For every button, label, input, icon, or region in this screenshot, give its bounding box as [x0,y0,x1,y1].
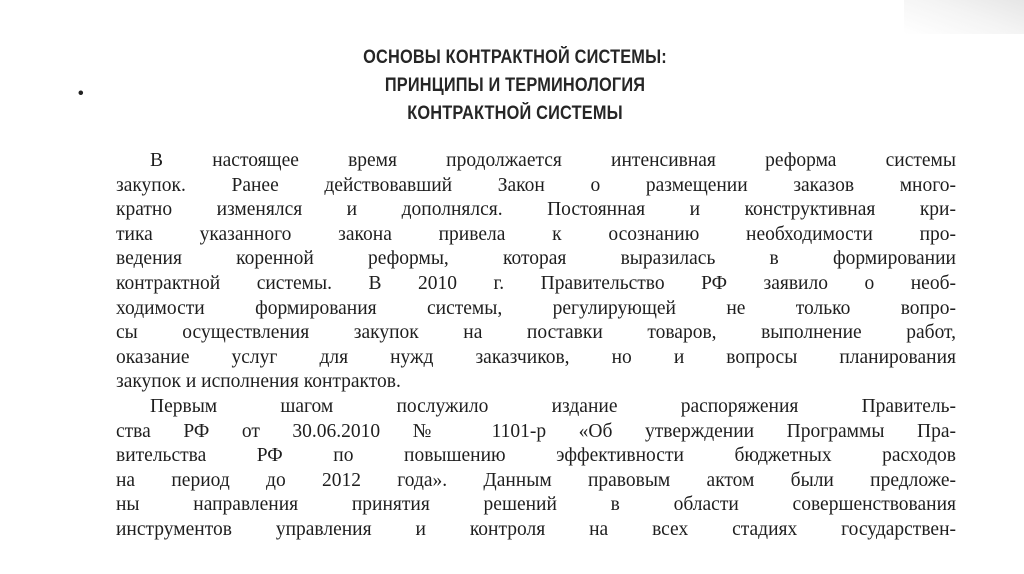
title-line-3: КОНТРАКТНОЙ СИСТЕМЫ [407,103,623,124]
text-line: ходимости формирования системы, регулирующей не только вопро- [116,297,956,319]
title-line-1: ОСНОВЫ КОНТРАКТНОЙ СИСТЕМЫ: [363,47,667,68]
corner-shadow-decoration [904,0,1024,34]
text-line: ны направления принятия решений в области совершенствования [116,494,956,516]
text-line: ства РФ от 30.06.2010 № 1101-р «Об утверждении Программы Пра- [116,420,956,442]
text-line: на период до 2012 года». Данным правовым актом были предложе- [116,469,956,491]
text-line: В настоящее время продолжается интенсивная реформа системы [150,150,956,171]
text-line: закупок. Ранее действовавший Закон о размещении заказов много- [116,174,956,196]
title-line-2: ПРИНЦИПЫ И ТЕРМИНОЛОГИЯ [384,75,646,96]
page-title [290,44,740,128]
bullet-point: • [78,85,84,102]
text-line: закупок и исполнения контрактов. [116,371,401,393]
text-line: вительства РФ по повышению эффективности бюджетных расходов [116,445,956,467]
text-line: сы осуществления закупок на поставки товаров, выполнение работ, [116,322,956,344]
text-line: кратно изменялся и дополнялся. Постоянная и конструктивная кри- [116,199,956,221]
text-line: Первым шагом послужило издание распоряжения Правитель- [150,395,956,417]
text-line: тика указанного закона привела к осознанию необходимости про- [116,223,956,245]
body-text [116,149,956,543]
text-line: инструментов управления и контроля на всех стадиях государствен- [116,518,956,540]
text-line: ведения коренной реформы, которая выразилась в формировании [116,248,956,270]
text-line: контрактной системы. В 2010 г. Правительство РФ заявило о необ- [116,272,956,294]
text-line: оказание услуг для нужд заказчиков, но и вопросы планирования [116,346,956,368]
